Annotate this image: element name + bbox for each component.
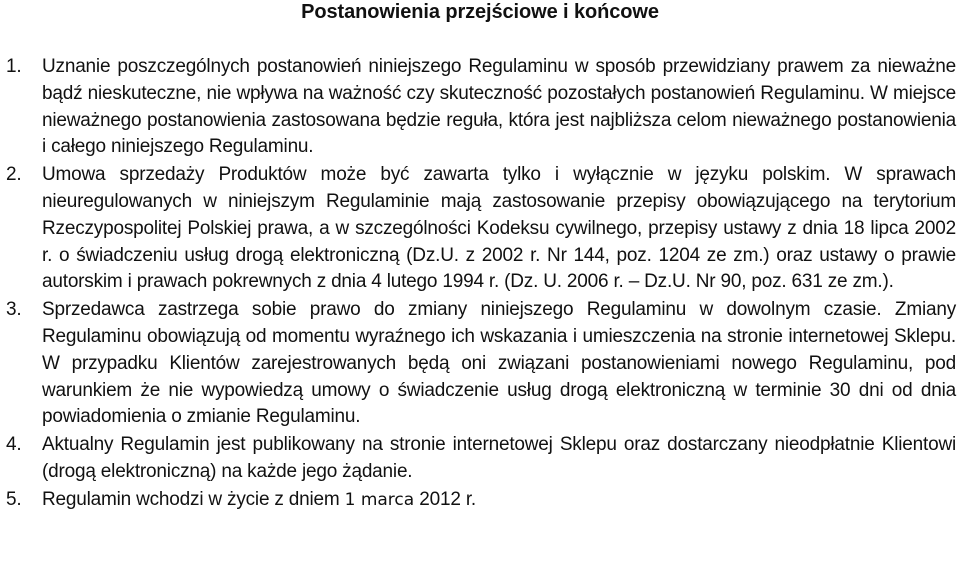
item-text: Sprzedawca zastrzega sobie prawo do zmiany niniejszego Regulaminu w dowolnym czasie. Zmiany Regulaminu obowiązują od momentu wyraźnego ich wskazania i umieszczenia na stronie internetowej Sklepu. W przypadku Klientów zarejestrowanych będą oni związani postanowieniami nowego Regulaminu, pod warunkiem że nie wypowiedzą umowy o świadczenie usług drogą elektroniczną w terminie 30 dni od dnia powiadomienia o zmianie Regulaminu. xyxy=(42,299,956,428)
item-text: Umowa sprzedaży Produktów może być zawarta tylko i wyłącznie w języku polskim. W sprawach nieuregulowanych w niniejszym Regulaminie mają zastosowanie przepisy obowiązującego na terytorium Rzeczypospolitej Polskiej prawa, a w szczególności Kodeksu cywilnego, przepisy ustawy z dnia 18 lipca 2002 r. o świadczeniu usług drogą elektroniczną (Dz.U. z 2002 r. Nr 144, poz. 1204 ze zm.) oraz ustawy o prawie autorskim i prawach pokrewnych z dnia 4 lutego 1994 r. (Dz. U. 2006 r. – Dz.U. Nr 90, poz. 631 ze zm.). xyxy=(42,164,956,293)
item-number: 4. xyxy=(6,434,22,456)
item-number: 3. xyxy=(6,299,22,321)
item-number: 2. xyxy=(6,164,22,186)
list-item xyxy=(6,297,956,431)
item-text: Aktualny Regulamin jest publikowany na stronie internetowej Sklepu oraz dostarczany nieodpłatnie Klientowi (drogą elektroniczną) na każde jego żądanie. xyxy=(42,434,956,482)
list-item xyxy=(6,54,956,161)
item-number: 1. xyxy=(6,56,22,77)
item-number: 5. xyxy=(6,488,22,510)
item-text: Uznanie poszczególnych postanowień niniejszego Regulaminu w sposób przewidziany prawem za nieważne bądź nieskuteczne, nie wpływa na ważność czy skuteczność pozostałych postanowień Regulaminu. W miejsce nieważnego postanowienia zastosowana będzie reguła, która jest najbliższa celom nieważnego postanowienia i całego niniejszego Regulaminu. xyxy=(42,56,956,158)
item-text xyxy=(42,489,476,510)
list-item xyxy=(6,432,956,486)
item-text-before: Regulamin wchodzi w życie z dniem xyxy=(42,488,345,510)
provisions-list xyxy=(6,54,956,514)
section-title: Postanowienia przejściowe i końcowe xyxy=(301,1,659,23)
item-text-after: 2012 r. xyxy=(414,488,476,510)
list-item xyxy=(6,162,956,296)
list-item xyxy=(6,487,956,514)
item-date: 1 marca xyxy=(344,489,415,510)
